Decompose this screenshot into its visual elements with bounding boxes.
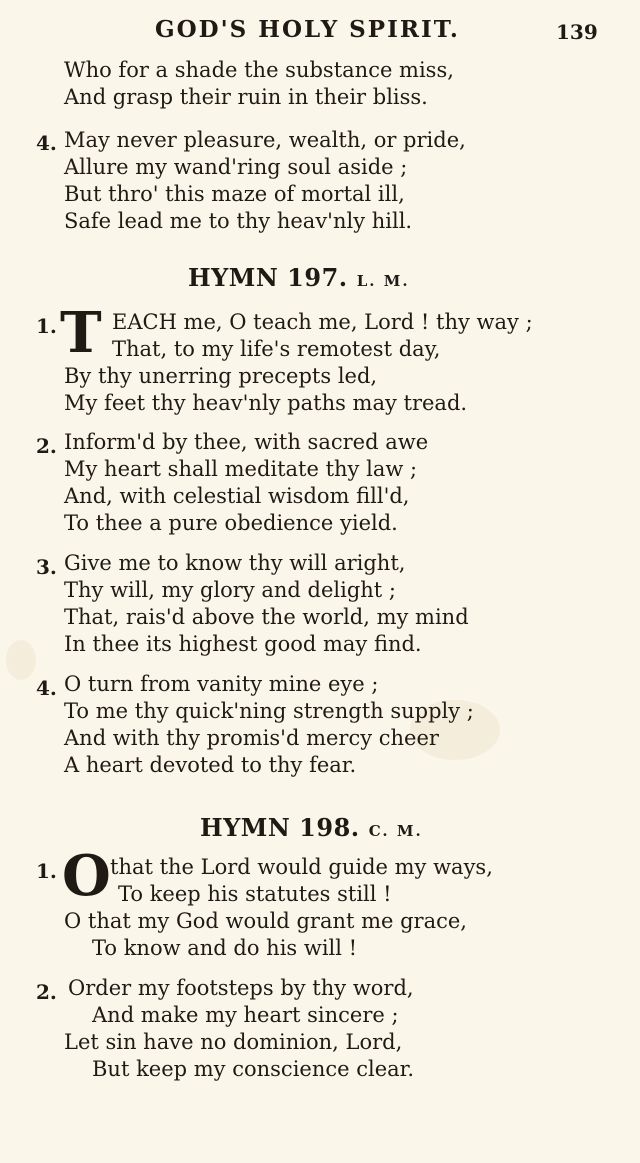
verse-line: Safe lead me to thy heav'nly hill. — [64, 209, 413, 233]
hymn-heading — [188, 263, 410, 292]
verse-line: To know and do his will ! — [92, 936, 358, 960]
paper-stain — [6, 640, 36, 680]
hymn-heading — [200, 813, 423, 842]
verse-line: Thy will, my glory and delight ; — [64, 578, 397, 602]
verse-line: My feet thy heav'nly paths may tread. — [64, 391, 468, 415]
verse-number: 4. — [36, 676, 57, 700]
verse-number: 1. — [36, 314, 57, 338]
verse-line: A heart devoted to thy fear. — [64, 753, 357, 777]
drop-cap: T — [60, 300, 102, 366]
continuation-line: Who for a shade the substance miss, — [64, 58, 454, 82]
verse-line: May never pleasure, wealth, or pride, — [64, 128, 466, 152]
verse-line: That, to my life's remotest day, — [112, 337, 441, 361]
verse-line: In thee its highest good may find. — [64, 632, 422, 656]
verse-line: And, with celestial wisdom fill'd, — [64, 484, 410, 508]
verse-line: Let sin have no dominion, Lord, — [64, 1030, 403, 1054]
verse-line: that the Lord would guide my ways, — [110, 855, 493, 879]
verse-number: 4. — [36, 131, 57, 155]
verse-line: O turn from vanity mine eye ; — [64, 672, 379, 696]
verse-line: Allure my wand'ring soul aside ; — [64, 155, 408, 179]
verse-line: To me thy quick'ning strength supply ; — [64, 699, 474, 723]
verse-number: 2. — [36, 980, 57, 1004]
verse-number: 2. — [36, 434, 57, 458]
verse-line: Order my footsteps by thy word, — [68, 976, 414, 1000]
verse-line: That, rais'd above the world, my mind — [64, 605, 469, 629]
verse-line: EACH me, O teach me, Lord ! thy way ; — [112, 310, 533, 334]
verse-line: To thee a pure obedience yield. — [64, 511, 398, 535]
verse-line: Inform'd by thee, with sacred awe — [64, 430, 429, 454]
verse-line: And make my heart sincere ; — [92, 1003, 399, 1027]
verse-line: And with thy promis'd mercy cheer — [64, 726, 439, 750]
running-header: GOD'S HOLY SPIRIT. — [155, 16, 460, 43]
verse-line: But keep my conscience clear. — [92, 1057, 415, 1081]
drop-cap: O — [62, 843, 111, 909]
verse-line: By thy unerring precepts led, — [64, 364, 378, 388]
hymn-title: HYMN 198. — [200, 813, 360, 842]
verse-number: 3. — [36, 555, 57, 579]
hymn-title: HYMN 197. — [188, 263, 348, 292]
verse-line: To keep his statutes still ! — [118, 882, 392, 906]
verse-line: But thro' this maze of mortal ill, — [64, 182, 405, 206]
hymn-meter: C. M. — [368, 822, 423, 840]
hymn-meter: L. M. — [356, 272, 410, 290]
verse-line: Give me to know thy will aright, — [64, 551, 406, 575]
continuation-line: And grasp their ruin in their bliss. — [64, 85, 428, 109]
verse-line: O that my God would grant me grace, — [64, 909, 467, 933]
verse-line: My heart shall meditate thy law ; — [64, 457, 418, 481]
verse-number: 1. — [36, 859, 57, 883]
page-number: 139 — [556, 20, 598, 44]
